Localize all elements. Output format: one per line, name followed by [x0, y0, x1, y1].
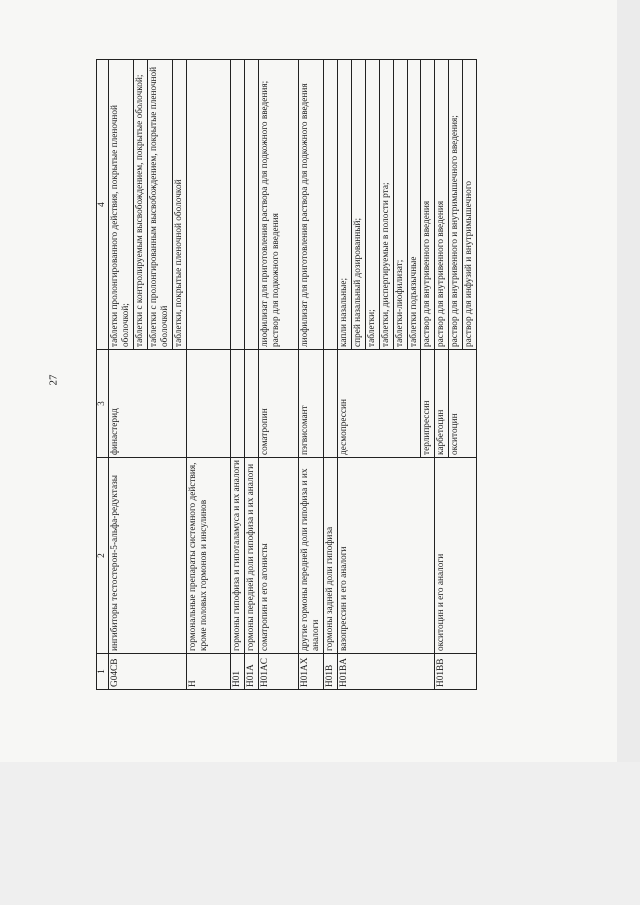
dosage-form: таблетки с контролируемым высвобождением, покрытые оболочкой; [133, 60, 147, 350]
header-col-2: 2 [97, 458, 109, 654]
drug-name: карбетоцин [435, 350, 449, 458]
empty-cell [244, 350, 258, 458]
atc-code: H01AX [298, 654, 323, 690]
empty-cell [244, 60, 258, 350]
atc-code: H01B [323, 654, 337, 690]
header-col-3: 3 [97, 350, 109, 458]
page-number: 27 [47, 374, 60, 386]
drug-table [96, 59, 477, 690]
atc-group: ингибиторы тестостерон-5-альфа-редуктазы [109, 458, 187, 654]
table-row [109, 60, 134, 690]
background-area [0, 762, 640, 905]
dosage-form: раствор для внутривенного введения [435, 60, 449, 350]
atc-code: H01BB [435, 654, 477, 690]
table-row [258, 60, 298, 690]
atc-group: гормональные препараты системного действия, кроме половых гормонов и инсулинов [186, 458, 230, 654]
header-col-1: 1 [97, 654, 109, 690]
dosage-form: капли назальные; [337, 60, 351, 350]
atc-group: вазопрессин и его аналоги [337, 458, 435, 654]
dosage-form: таблетки, покрытые пленочной оболочкой [172, 60, 186, 350]
dosage-form: таблетки с пролонгированным высвобождением, покрытые пленочной оболочкой [147, 60, 172, 350]
header-col-4: 4 [97, 60, 109, 350]
drug-name: десмопрессин [337, 350, 421, 458]
atc-code: H01BA [337, 654, 435, 690]
table-row [337, 60, 351, 690]
table-row [186, 60, 230, 690]
atc-group: другие гормоны передней доли гипофиза и их аналоги [298, 458, 323, 654]
dosage-form: лиофилизат для приготовления раствора для подкожного введения [298, 60, 323, 350]
empty-cell [323, 60, 337, 350]
drug-name: финастерид [109, 350, 187, 458]
atc-code: H [186, 654, 230, 690]
atc-code: G04CB [109, 654, 187, 690]
empty-cell [230, 350, 244, 458]
drug-name: соматропин [258, 350, 298, 458]
empty-cell [323, 350, 337, 458]
atc-group: гормоны задней доли гипофиза [323, 458, 337, 654]
dosage-form: спрей назальный дозированный; [351, 60, 365, 350]
drug-name: пэгвисомант [298, 350, 323, 458]
atc-group: соматропин и его агонисты [258, 458, 298, 654]
table-row [323, 60, 337, 690]
dosage-form: таблетки подъязычные [407, 60, 421, 350]
atc-group: гормоны гипофиза и гипоталамуса и их аналоги [230, 458, 244, 654]
dosage-form: раствор для внутривенного введения [421, 60, 435, 350]
empty-cell [186, 350, 230, 458]
dosage-form: таблетки; [365, 60, 379, 350]
dosage-form: раствор для инфузий и внутримышечного [463, 60, 477, 350]
drug-name: терлипрессин [421, 350, 435, 458]
table-row [435, 60, 449, 690]
table-row [244, 60, 258, 690]
empty-cell [230, 60, 244, 350]
atc-group: гормоны передней доли гипофиза и их аналоги [244, 458, 258, 654]
dosage-form: таблетки, диспергируемые в полости рта; [379, 60, 393, 350]
dosage-form: таблетки-лиофилизат; [393, 60, 407, 350]
dosage-form: таблетки пролонгированного действия, покрытые пленочной оболочкой; [109, 60, 134, 350]
drug-table-rotated [96, 60, 606, 690]
atc-code: H01 [230, 654, 244, 690]
dosage-form: раствор для внутривенного и внутримышечного введения; [449, 60, 463, 350]
atc-code: H01A [244, 654, 258, 690]
table-row [298, 60, 323, 690]
atc-code: H01AC [258, 654, 298, 690]
dosage-form: лиофилизат для приготовления раствора для подкожного введения; раствор для подкожного введения [258, 60, 298, 350]
atc-group: окситоцин и его аналоги [435, 458, 477, 654]
table-row [230, 60, 244, 690]
drug-name: окситоцин [449, 350, 477, 458]
header-row [97, 60, 109, 690]
empty-cell [186, 60, 230, 350]
